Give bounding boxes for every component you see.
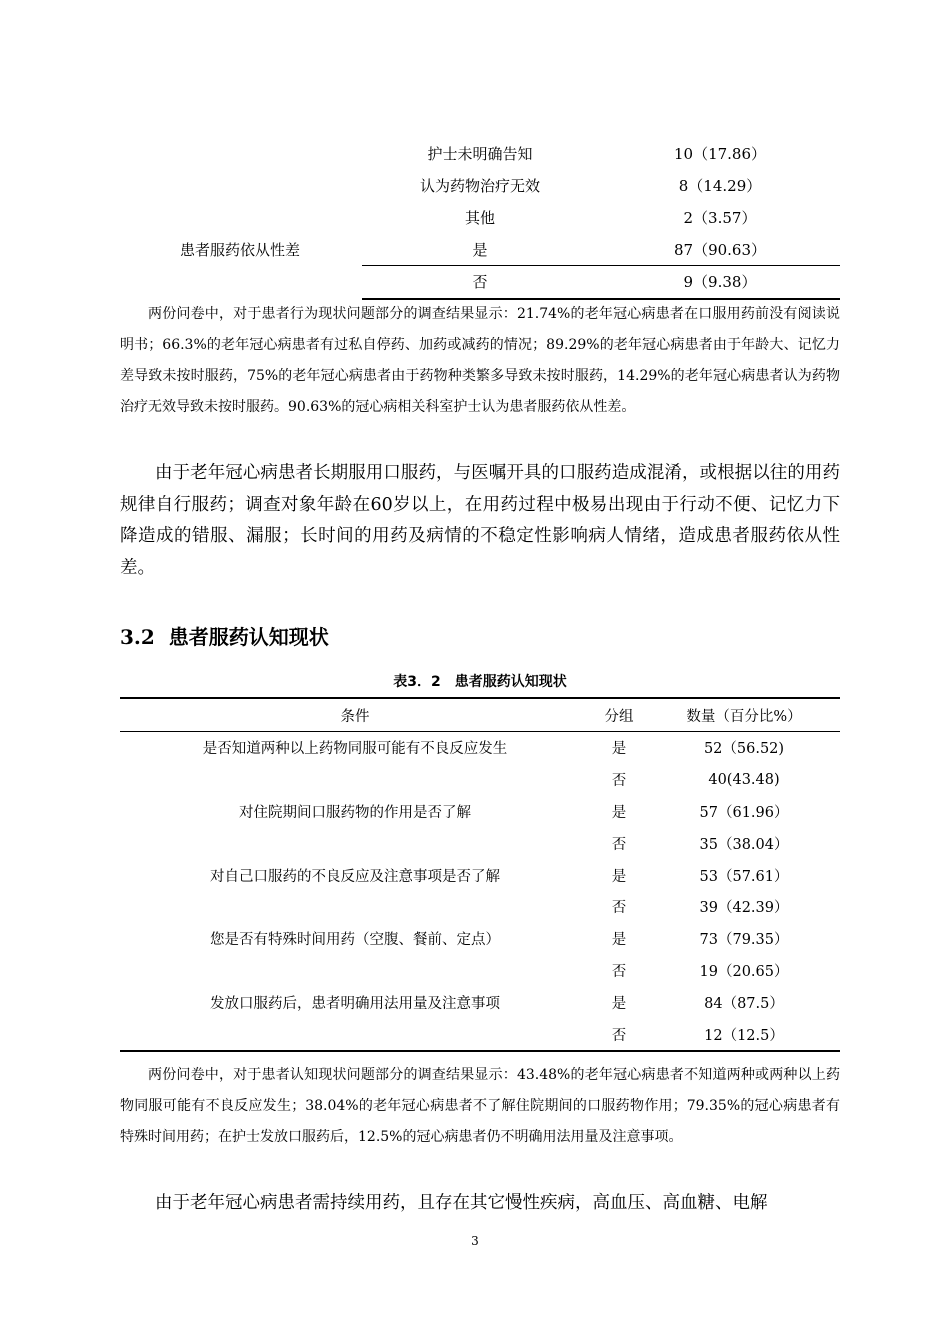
cognition-table — [120, 697, 840, 1052]
value-cell: 12（12.5） — [704, 1027, 784, 1044]
group-cell: 是 — [611, 995, 627, 1012]
condition-cell: 对自己口服药的不良反应及注意事项是否了解 — [210, 868, 500, 885]
value-cell: 40(43.48) — [708, 771, 780, 788]
group-cell: 否 — [611, 900, 627, 917]
condition-cell — [120, 827, 590, 859]
table-row — [120, 138, 840, 170]
condition-cell: 发放口服药后，患者明确用法用量及注意事项 — [210, 995, 500, 1012]
value-cell: 84（87.5） — [704, 995, 784, 1012]
condition-cell — [120, 764, 590, 796]
table-row — [120, 764, 840, 796]
condition-cell: 患者服药依从性差 — [179, 241, 300, 259]
value-cell: 35（38.04） — [699, 836, 789, 853]
value-cell: 19（20.65） — [699, 963, 789, 980]
table-row — [120, 732, 840, 764]
paragraph-behavior-analysis: 由于老年冠心病患者长期服用口服药，与医嘱开具的口服药造成混淆，或根据以往的用药规律自行服药；调查对象年龄在60岁以上，在用药过程中极易出现由于行动不便、记忆力下降造成的错服、漏服；长时间的用药及病情的不稳定性影响病人情绪，造成患者服药依从性差。 — [120, 463, 840, 578]
group-cell: 否 — [472, 273, 488, 291]
header-group: 分组 — [604, 708, 634, 725]
table-caption: 表3．2 患者服药认知现状 — [393, 674, 567, 690]
value-cell: 73（79.35） — [699, 932, 789, 949]
group-cell: 是 — [472, 241, 488, 259]
group-cell: 否 — [611, 1027, 627, 1044]
table-row — [120, 891, 840, 923]
table-row — [120, 266, 840, 298]
value-cell: 53（57.61） — [699, 868, 789, 885]
table-row — [120, 827, 840, 859]
group-cell: 是 — [611, 868, 627, 885]
table-row — [120, 955, 840, 987]
value-cell: 39（42.39） — [699, 900, 789, 917]
table-row — [120, 986, 840, 1018]
paragraph-cognition-analysis: 由于老年冠心病患者需持续用药，且存在其它慢性疾病，高血压、高血糖、电解 — [155, 1193, 768, 1213]
value-cell: 87（90.63） — [673, 241, 767, 259]
paragraph-cognition-results: 两份问卷中，对于患者认知现状问题部分的调查结果显示：43.48%的老年冠心病患者不知道两种或两种以上药物同服可能有不良反应发生；38.04%的老年冠心病患者不了解住院期间的口服药物作用；79.35%的冠心病患者有特殊时间用药；在护士发放口服药后，12.5%的冠心病患者仍不明确用法用量及注意事项。 — [120, 1067, 840, 1145]
condition-cell: 是否知道两种以上药物同服可能有不良反应发生 — [202, 741, 508, 758]
value-cell: 8（14.29） — [678, 177, 762, 195]
table-divider — [362, 265, 840, 266]
table-row — [120, 202, 840, 234]
table-row — [120, 170, 840, 202]
group-cell: 否 — [611, 773, 627, 790]
condition-cell — [120, 891, 590, 923]
table-row — [120, 234, 840, 266]
value-cell: 2（3.57） — [683, 209, 757, 227]
value-cell: 9（9.38） — [683, 273, 757, 291]
group-cell: 否 — [611, 963, 627, 980]
value-cell: 52（56.52) — [703, 741, 785, 758]
table-row — [120, 923, 840, 955]
paragraph-behavior-results: 两份问卷中，对于患者行为现状问题部分的调查结果显示：21.74%的老年冠心病患者在口服用药前没有阅读说明书；66.3%的老年冠心病患者有过私自停药、加药或减药的情况；89.29%的老年冠心病患者由于年龄大、记忆力差导致未按时服药，75%的老年冠心病患者由于药物种类繁多导致未按时服药，14.29%的老年冠心病患者认为药物治疗无效导致未按时服药。90.63%的冠心病相关科室护士认为患者服药依从性差。 — [120, 306, 840, 415]
continuation-table — [120, 138, 840, 298]
table-row — [120, 859, 840, 891]
section-number: 3.2 — [120, 625, 155, 649]
section-title: 患者服药认知现状 — [168, 625, 329, 649]
value-cell: 57（61.96） — [699, 804, 789, 821]
group-cell: 其他 — [464, 209, 495, 227]
header-condition: 条件 — [340, 708, 370, 725]
value-cell: 10（17.86） — [673, 145, 767, 163]
group-cell: 是 — [611, 932, 627, 949]
group-cell: 否 — [611, 836, 627, 853]
page-number: 3 — [471, 1234, 479, 1248]
group-cell: 护士未明确告知 — [427, 145, 533, 163]
group-cell: 是 — [611, 741, 627, 758]
group-cell: 是 — [611, 804, 627, 821]
condition-cell: 对住院期间口服药物的作用是否了解 — [239, 804, 471, 821]
table-header-row — [120, 698, 840, 732]
condition-cell — [120, 1018, 590, 1051]
group-cell: 认为药物治疗无效 — [419, 177, 540, 195]
header-value: 数量（百分比%） — [686, 708, 802, 725]
condition-cell: 您是否有特殊时间用药（空腹、餐前、定点） — [210, 932, 500, 949]
condition-cell — [120, 955, 590, 987]
table-row — [120, 796, 840, 828]
section-heading — [120, 622, 329, 652]
table-row — [120, 1018, 840, 1051]
